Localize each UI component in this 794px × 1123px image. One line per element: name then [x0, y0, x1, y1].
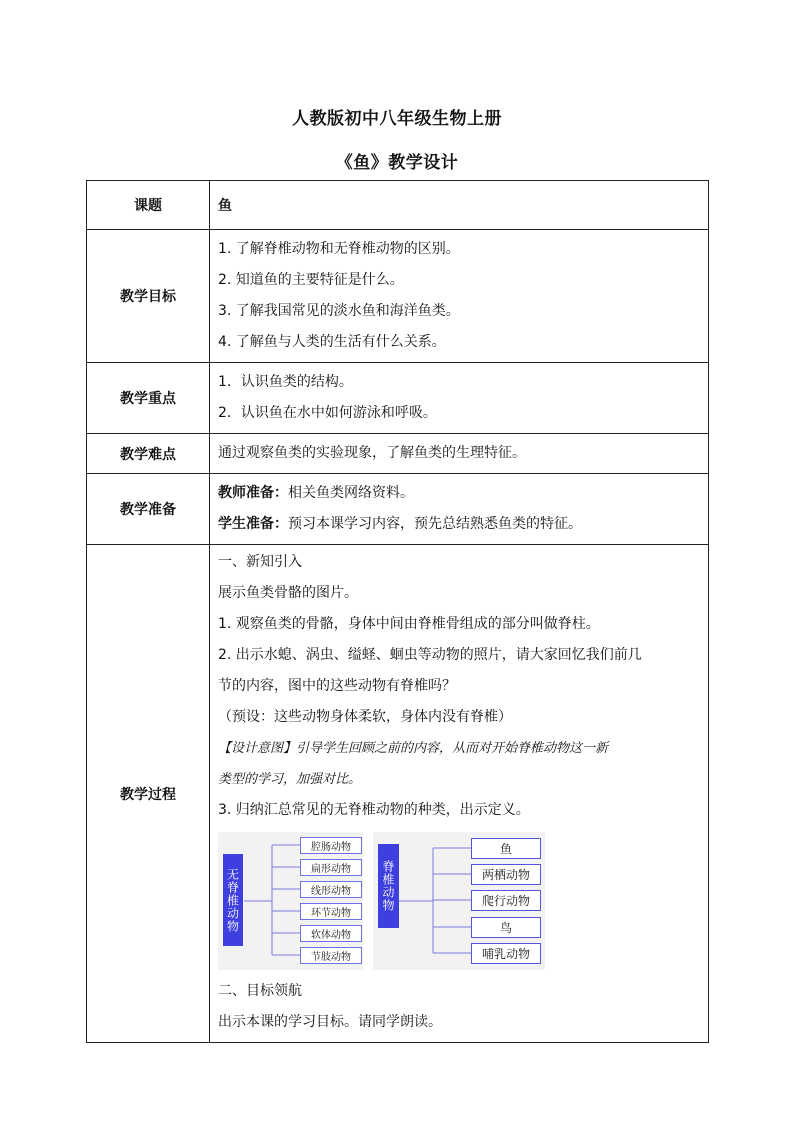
topic-label: 课题 — [87, 181, 210, 230]
process-text: 展示鱼类骨骼的图片。 — [218, 585, 358, 601]
process-text: 节的内容，图中的这些动物有脊椎吗？ — [218, 678, 456, 694]
table-row-preparation — [87, 474, 709, 545]
key-point-item: 1．认识鱼类的结构。 — [218, 374, 353, 390]
process-text: （预设：这些动物身体柔软，身体内没有脊椎） — [218, 709, 512, 725]
vertebrate-item: 两栖动物 — [471, 864, 541, 885]
invertebrate-item: 腔肠动物 — [300, 837, 362, 854]
preparation-label: 教学准备 — [87, 474, 210, 545]
vertebrate-diagram — [373, 832, 545, 970]
invertebrate-title: 无脊椎动物 — [223, 854, 243, 946]
process-content — [210, 545, 709, 1043]
design-intent-text: 类型的学习，加强对比。 — [218, 772, 362, 787]
process-text: 2. 出示水螅、涡虫、缢蛏、蛔虫等动物的照片，请大家回忆我们前几 — [218, 647, 642, 663]
process-text: 1. 观察鱼类的骨骼，身体中间由脊椎骨组成的部分叫做脊柱。 — [218, 616, 600, 632]
table-row-key-points — [87, 363, 709, 434]
topic-value: 鱼 — [210, 181, 709, 230]
key-points-content — [210, 363, 709, 434]
objective-item: 3. 了解我国常见的淡水鱼和海洋鱼类。 — [218, 303, 460, 319]
objective-item: 1. 了解脊椎动物和无脊椎动物的区别。 — [218, 241, 460, 257]
process-text: 3. 归纳汇总常见的无脊椎动物的种类，出示定义。 — [218, 802, 530, 818]
objectives-content — [210, 230, 709, 363]
table-row-topic — [87, 181, 709, 230]
lesson-plan-table — [86, 180, 709, 1043]
objective-item: 2. 知道鱼的主要特征是什么。 — [218, 272, 404, 288]
vertebrate-item: 鱼 — [471, 838, 541, 859]
student-preparation — [218, 509, 700, 540]
invertebrate-item: 扁形动物 — [300, 859, 362, 876]
difficulties-label: 教学难点 — [87, 434, 210, 474]
section-heading: 一、新知引入 — [218, 554, 302, 570]
vertebrate-title: 脊椎动物 — [378, 844, 399, 928]
invertebrate-item: 线形动物 — [300, 881, 362, 898]
teacher-preparation-label: 教师准备： — [218, 485, 288, 501]
key-point-item: 2．认识鱼在水中如何游泳和呼吸。 — [218, 405, 437, 421]
objective-item: 4. 了解鱼与人类的生活有什么关系。 — [218, 334, 446, 350]
key-points-label: 教学重点 — [87, 363, 210, 434]
invertebrate-item: 节肢动物 — [300, 947, 362, 964]
vertebrate-item: 哺乳动物 — [471, 943, 541, 964]
student-preparation-label: 学生准备： — [218, 516, 288, 532]
preparation-content — [210, 474, 709, 545]
invertebrate-item: 软体动物 — [300, 925, 362, 942]
process-label: 教学过程 — [87, 545, 210, 1043]
document-title: 人教版初中八年级生物上册 — [292, 109, 502, 129]
table-row-objectives — [87, 230, 709, 363]
difficulties-content — [210, 434, 709, 474]
process-text: 出示本课的学习目标。请同学朗读。 — [218, 1014, 442, 1030]
student-preparation-text: 预习本课学习内容，预先总结熟悉鱼类的特征。 — [288, 516, 582, 532]
table-row-difficulties — [87, 434, 709, 474]
teacher-preparation-text: 相关鱼类网络资料。 — [288, 485, 414, 501]
teacher-preparation — [218, 478, 700, 509]
table-row-process — [87, 545, 709, 1043]
vertebrate-item: 鸟 — [471, 917, 541, 938]
invertebrate-diagram — [218, 832, 363, 970]
objectives-label: 教学目标 — [87, 230, 210, 363]
design-intent-text: 【设计意图】引导学生回顾之前的内容，从而对开始脊椎动物这一新 — [218, 741, 609, 756]
invertebrate-item: 环节动物 — [300, 903, 362, 920]
section-heading: 二、目标领航 — [218, 983, 302, 999]
difficulty-text: 通过观察鱼类的实验现象，了解鱼类的生理特征。 — [218, 445, 526, 461]
document-subtitle: 《鱼》教学设计 — [335, 153, 459, 173]
classification-diagrams — [218, 832, 700, 970]
vertebrate-item: 爬行动物 — [471, 890, 541, 911]
